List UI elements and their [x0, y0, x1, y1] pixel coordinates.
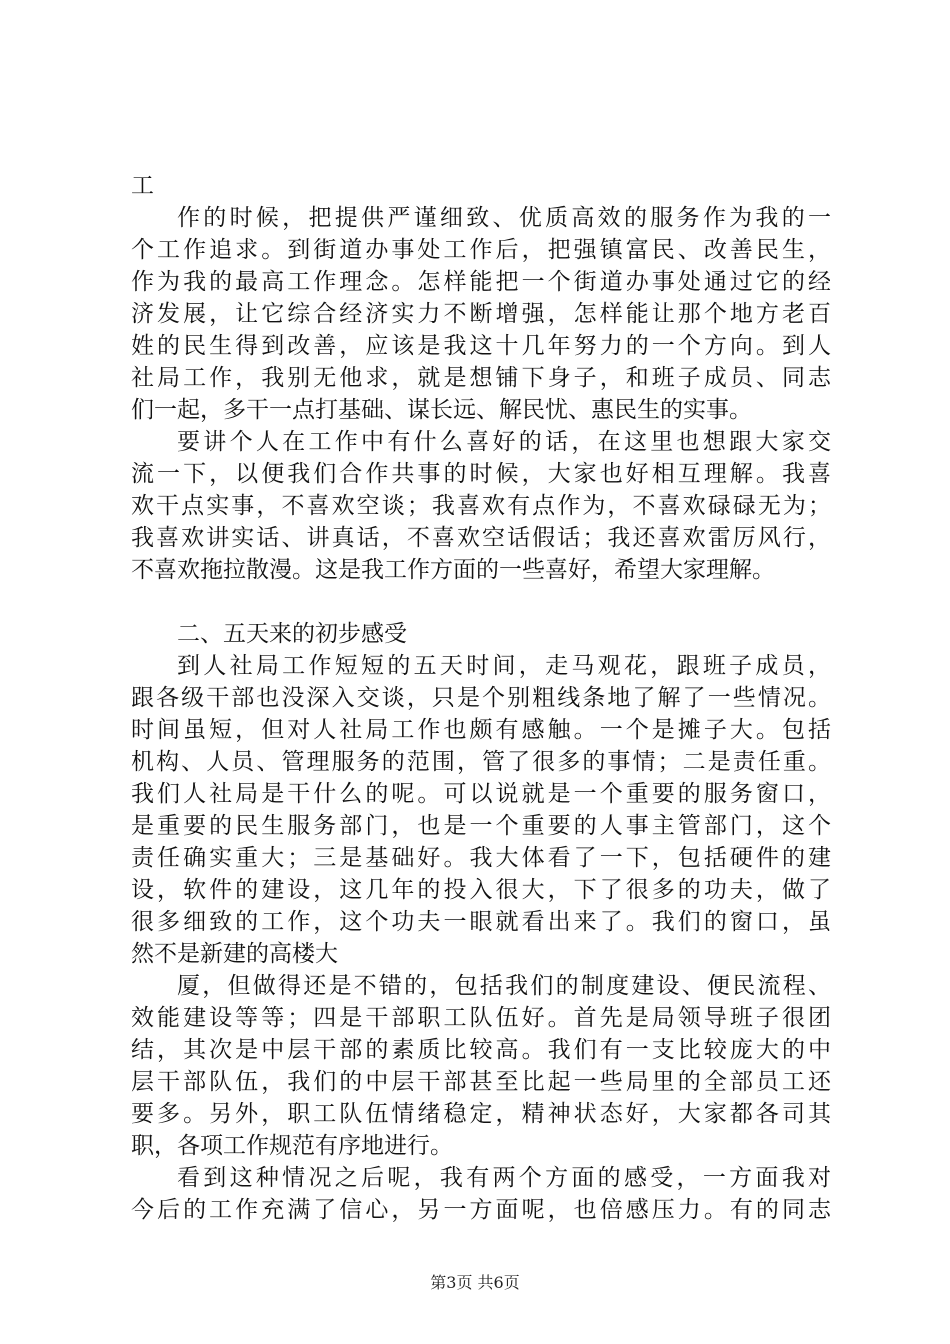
- paragraph-gap: [131, 586, 831, 618]
- text-line: 层干部队伍，我们的中层干部甚至比起一些局里的全部员工还: [131, 1069, 831, 1095]
- text-line: 个工作追求。到街道办事处工作后，把强镇富民、改善民生，: [131, 237, 831, 263]
- text-line: 到人社局工作短短的五天时间，走马观花，跟班子成员，: [177, 653, 831, 679]
- text-line: 厦，但做得还是不错的，包括我们的制度建设、便民流程、: [177, 973, 831, 999]
- text-line: 很多细致的工作，这个功夫一眼就看出来了。我们的窗口，虽: [131, 909, 831, 935]
- text-line: 作为我的最高工作理念。怎样能把一个街道办事处通过它的经: [131, 269, 831, 295]
- text-line: 二、五天来的初步感受: [177, 621, 407, 647]
- text-line: 要多。另外，职工队伍情绪稳定，精神状态好，大家都各司其: [131, 1101, 831, 1127]
- text-line: 职，各项工作规范有序地进行。: [131, 1133, 453, 1159]
- text-line: 是重要的民生服务部门，也是一个重要的人事主管部门，这个: [131, 813, 831, 839]
- page-number-footer: 第3页 共6页: [430, 1273, 520, 1292]
- text-line: 跟各级干部也没深入交谈，只是个别粗线条地了解了一些情况。: [131, 685, 831, 711]
- text-line: 效能建设等等；四是干部职工队伍好。首先是局领导班子很团: [131, 1005, 831, 1031]
- document-body: [131, 170, 831, 1226]
- text-line: 我们人社局是干什么的呢。可以说就是一个重要的服务窗口，: [131, 781, 831, 807]
- text-line: 然不是新建的高楼大: [131, 941, 338, 967]
- text-line: 社局工作，我别无他求，就是想铺下身子，和班子成员、同志: [131, 365, 831, 391]
- text-line: 今后的工作充满了信心，另一方面呢，也倍感压力。有的同志: [131, 1197, 831, 1223]
- text-line: 机构、人员、管理服务的范围，管了很多的事情；二是责任重。: [131, 749, 831, 775]
- text-line: 欢干点实事，不喜欢空谈；我喜欢有点作为，不喜欢碌碌无为；: [131, 493, 831, 519]
- text-line: 作的时候，把提供严谨细致、优质高效的服务作为我的一: [177, 205, 831, 231]
- text-line: 时间虽短，但对人社局工作也颇有感触。一个是摊子大。包括: [131, 717, 831, 743]
- text-line: 济发展，让它综合经济实力不断增强，怎样能让那个地方老百: [131, 301, 831, 327]
- text-line: 结，其次是中层干部的素质比较高。我们有一支比较庞大的中: [131, 1037, 831, 1063]
- text-line: 责任确实重大；三是基础好。我大体看了一下，包括硬件的建: [131, 845, 831, 871]
- text-line: 工: [131, 173, 154, 199]
- text-line: 要讲个人在工作中有什么喜好的话，在这里也想跟大家交: [177, 429, 831, 455]
- text-line: 我喜欢讲实话、讲真话，不喜欢空话假话；我还喜欢雷厉风行，: [131, 525, 831, 551]
- text-line: 们一起，多干一点打基础、谋长远、解民忧、惠民生的实事。: [131, 397, 752, 423]
- text-line: 不喜欢拖拉散漫。这是我工作方面的一些喜好，希望大家理解。: [131, 557, 775, 583]
- text-line: 看到这种情况之后呢，我有两个方面的感受，一方面我对: [177, 1165, 831, 1191]
- text-line: 设，软件的建设，这几年的投入很大，下了很多的功夫，做了: [131, 877, 831, 903]
- text-line: 姓的民生得到改善，应该是我这十几年努力的一个方向。到人: [131, 333, 831, 359]
- text-line: 流一下，以便我们合作共事的时候，大家也好相互理解。我喜: [131, 461, 831, 487]
